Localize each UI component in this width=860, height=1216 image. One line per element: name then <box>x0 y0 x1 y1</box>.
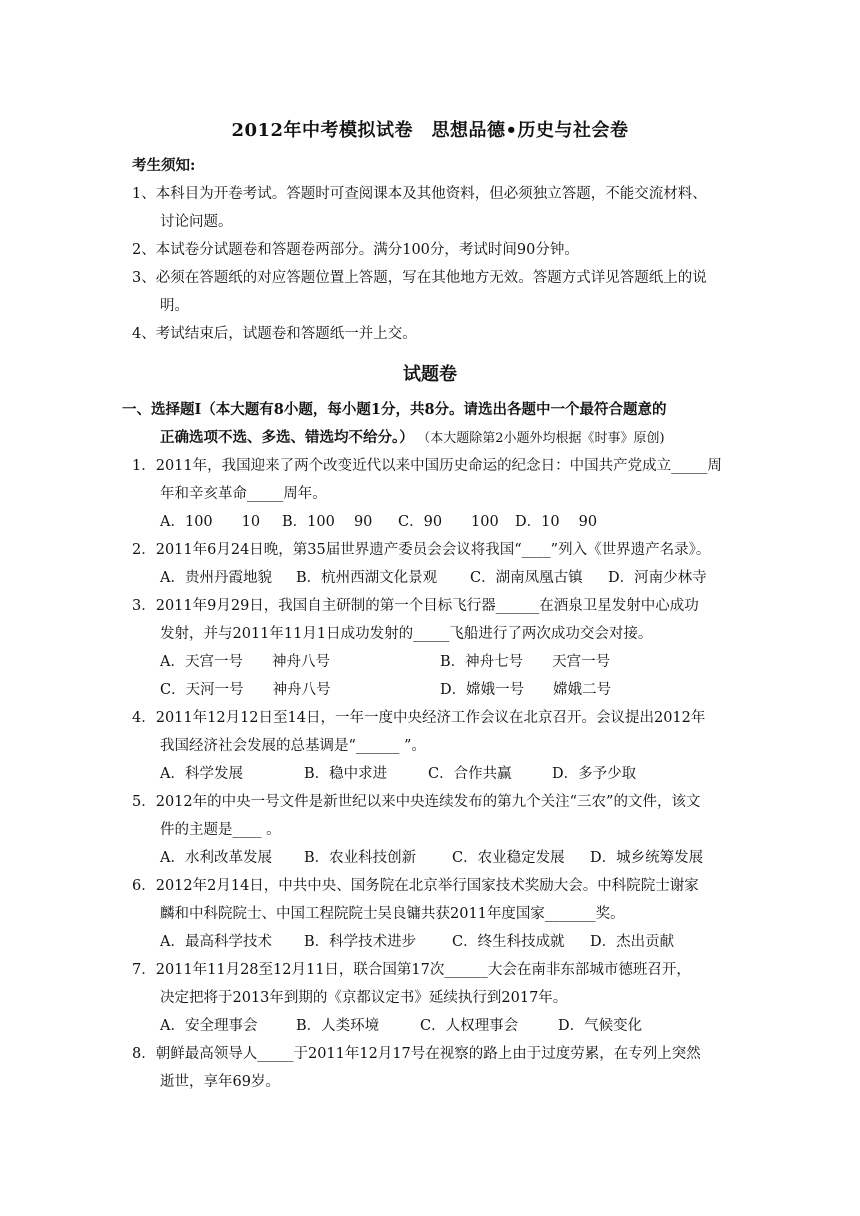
question-2-option-d: D．河南少林寺 <box>608 570 707 586</box>
question-7-line-1: 7．2011年11月28至12月11日，联合国第17次______大会在南非东部城市德班召开， <box>132 962 691 978</box>
section-title: 试题卷 <box>403 364 457 385</box>
notice-item-3: 3、必须在答题纸的对应答题位置上答题，写在其他地方无效。答题方式详见答题纸上的说 <box>132 270 707 286</box>
question-5-option-c: C．农业稳定发展 <box>452 850 565 866</box>
question-5-option-d: D．城乡统筹发展 <box>590 850 704 866</box>
question-5-option-b: B．农业科技创新 <box>304 850 417 866</box>
question-4-option-d: D．多予少取 <box>552 766 637 782</box>
question-3-option-d: D．嫦娥一号 嫦娥二号 <box>440 682 612 698</box>
question-3-option-c: C．天河一号 神舟八号 <box>160 682 331 698</box>
question-1-line-1: 1．2011年，我国迎来了两个改变近代以来中国历史命运的纪念日：中国共产党成立_____周 <box>132 458 722 474</box>
notice-item-3-cont: 明。 <box>160 298 189 314</box>
question-6-option-a: A．最高科学技术 <box>160 934 272 950</box>
question-6-option-c: C．终生科技成就 <box>452 934 565 950</box>
part1-rule: 正确选项不选、多选、错选均不给分。） <box>160 429 414 446</box>
question-5-line-2: 件的主题是____ 。 <box>160 822 281 838</box>
question-1-option-d: D．10 90 <box>515 514 598 530</box>
question-3-option-a: A．天宫一号 神舟八号 <box>160 654 330 670</box>
question-5-line-1: 5．2012年的中央一号文件是新世纪以来中央连续发布的第九个关注“三农”的文件，该文 <box>132 794 701 810</box>
notice-item-4: 4、考试结束后，试题卷和答题纸一并上交。 <box>132 326 417 342</box>
notice-item-2: 2、本试卷分试题卷和答题卷两部分。满分100分，考试时间90分钟。 <box>132 242 579 258</box>
question-6-option-d: D．杰出贡献 <box>590 934 675 950</box>
question-4-option-b: B．稳中求进 <box>304 766 388 782</box>
question-1-option-c: C．90 100 <box>398 514 499 530</box>
question-7-option-d: D．气候变化 <box>558 1018 643 1034</box>
question-4-option-a: A．科学发展 <box>160 766 243 782</box>
question-1-option-b: B．100 90 <box>282 514 373 530</box>
question-7-option-c: C．人权理事会 <box>420 1018 519 1034</box>
part1-header-cont <box>160 426 665 447</box>
question-7-line-2: 决定把将于2013年到期的《京都议定书》延续执行到2017年。 <box>160 990 568 1006</box>
question-2-option-a: A．贵州丹霞地貌 <box>160 570 272 586</box>
question-3-line-2: 发射，并与2011年11月1日成功发射的_____飞船进行了两次成功交会对接。 <box>160 626 653 642</box>
question-2-option-b: B．杭州西湖文化景观 <box>296 570 438 586</box>
page-title: 2012年中考模拟试卷 思想品德•历史与社会卷 <box>231 120 629 141</box>
part1-header: 一、选择题Ⅰ（本大题有8小题，每小题1分，共8分。请选出各题中一个最符合题意的 <box>122 401 667 418</box>
question-4-line-2: 我国经济社会发展的总基调是“______ ”。 <box>160 738 426 754</box>
question-2-option-c: C．湖南凤凰古镇 <box>470 570 583 586</box>
question-6-line-1: 6．2012年2月14日，中共中央、国务院在北京举行国家技术奖励大会。中科院院士谢家 <box>132 878 699 894</box>
notice-heading: 考生须知: <box>132 157 196 174</box>
question-3-line-1: 3．2011年9月29日，我国自主研制的第一个目标飞行器______在酒泉卫星发射中心成功 <box>132 598 699 614</box>
question-8-line-2: 逝世，享年69岁。 <box>160 1074 280 1090</box>
part1-note: （本大题除第2小题外均根据《时事》原创) <box>423 431 665 446</box>
question-1-line-2: 年和辛亥革命_____周年。 <box>160 486 327 502</box>
question-4-line-1: 4．2011年12月12日至14日，一年一度中央经济工作会议在北京召开。会议提出2012年 <box>132 710 706 726</box>
question-3-option-b: B．神舟七号 天宫一号 <box>440 654 611 670</box>
question-7-option-b: B．人类环境 <box>296 1018 380 1034</box>
notice-item-1-cont: 讨论问题。 <box>160 214 233 230</box>
notice-item-1: 1、本科目为开卷考试。答题时可查阅课本及其他资料，但必须独立答题，不能交流材料、 <box>132 186 707 202</box>
question-6-option-b: B．科学技术进步 <box>304 934 417 950</box>
question-4-option-c: C．合作共赢 <box>428 766 512 782</box>
question-2-line-1: 2．2011年6月24日晚，第35届世界遗产委员会会议将我国“____”列入《世界遗产名录》。 <box>132 542 711 558</box>
question-8-line-1: 8．朝鲜最高领导人_____于2011年12月17号在视察的路上由于过度劳累，在专列上突然 <box>132 1046 701 1062</box>
question-1-option-a: A．100 10 <box>160 514 261 530</box>
question-5-option-a: A．水利改革发展 <box>160 850 272 866</box>
question-6-line-2: 麟和中科院院士、中国工程院院士吴良镛共获2011年度国家_______奖。 <box>160 906 625 922</box>
question-7-option-a: A．安全理事会 <box>160 1018 258 1034</box>
